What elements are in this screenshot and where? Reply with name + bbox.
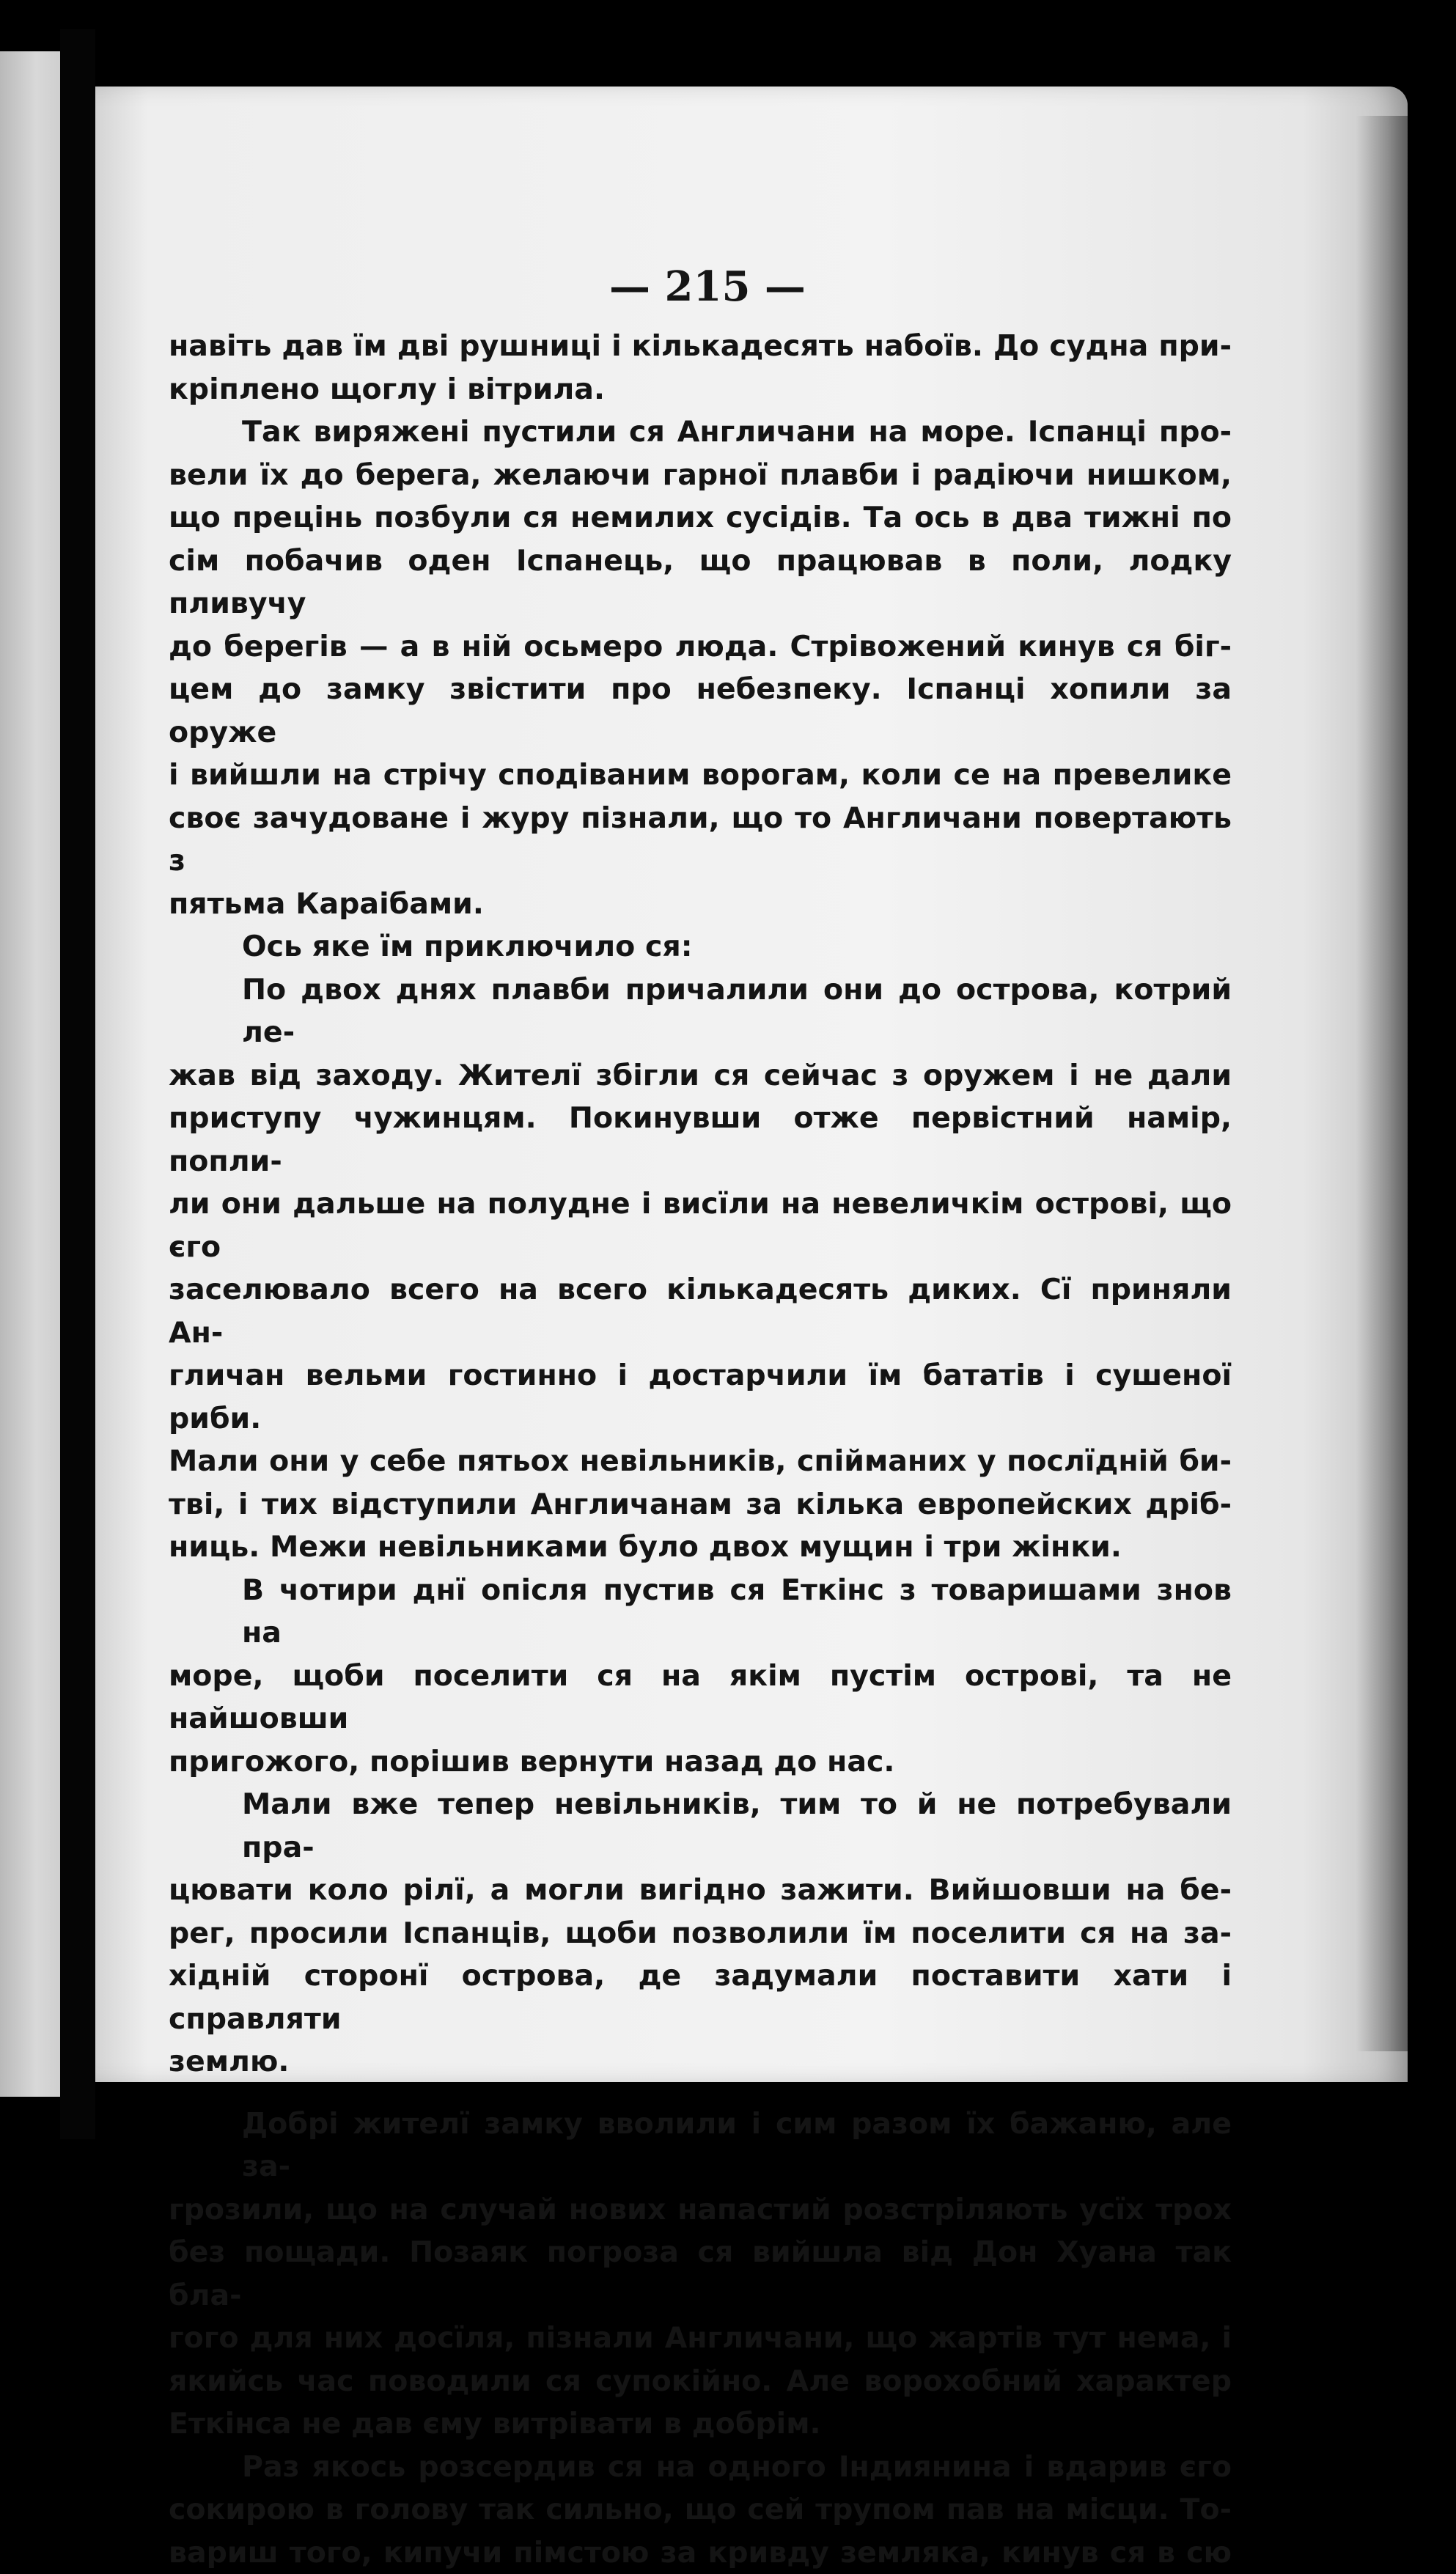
text-line: заселювало всего на всего кількадесять диких. Сї приняли Ан- [169, 1268, 1232, 1354]
page-text [169, 325, 1232, 2574]
text-line: Мали они у себе пятьох невільників, спійманих у послїдній би- [169, 1440, 1232, 1483]
text-line: Раз якось розсердив ся на одного Індиянина і вдарив єго [169, 2446, 1232, 2489]
text-line: Еткінса не дав єму витрівати в добрім. [169, 2402, 1232, 2446]
text-line: Добрі жителї замку вволили і сим разом їх бажаню, але за- [169, 2103, 1232, 2188]
left-page-edge [0, 51, 60, 2097]
text-line: гличан вельми гостинно і достарчили їм бататів і сушеної риби. [169, 1354, 1232, 1440]
text-line: цювати коло рілї, а могли вигідно зажити. Вийшовши на бе- [169, 1869, 1232, 1912]
text-line: грозили, що на случай нових напастий розстріляють усїх трох [169, 2188, 1232, 2232]
book-page [95, 87, 1408, 2082]
text-line: ли они дальше на полудне і висїли на невеличкім острові, що єго [169, 1183, 1232, 1268]
text-line: тві, і тих відступили Англичанам за кілька европейских дріб- [169, 1483, 1232, 1526]
text-line: пятьма Караібами. [169, 883, 1232, 926]
text-line: якийсь час поводили ся супокійно. Але ворохобний характер [169, 2360, 1232, 2403]
text-line: Мали вже тепер невільників, тим то й не потребували пра- [169, 1783, 1232, 1869]
text-line: своє зачудоване і журу пізнали, що то Англичани повертають з [169, 797, 1232, 883]
text-line: пригожого, порішив вернути назад до нас. [169, 1740, 1232, 1784]
page-number: — 215 — [51, 262, 1364, 311]
book-spine [60, 29, 95, 2139]
text-line: Так виряжені пустили ся Англичани на море. Іспанці про- [169, 411, 1232, 454]
text-line: жав від заходу. Жителї збігли ся сейчас з оружем і не дали [169, 1054, 1232, 1097]
text-line: вели їх до берега, желаючи гарної плавби і радіючи нишком, [169, 454, 1232, 497]
text-line: Ось яке їм приключило ся: [169, 925, 1232, 968]
text-line: гого для них досїля, пізнали Англичани, що жартів тут нема, і [169, 2317, 1232, 2360]
text-line: до берегів — а в ній осьмеро люда. Стрівожений кинув ся біг- [169, 625, 1232, 669]
text-line: приступу чужинцям. Покинувши отже первістний намір, попли- [169, 1097, 1232, 1183]
text-line: море, щоби поселити ся на якім пустім острові, та не найшовши [169, 1655, 1232, 1740]
paragraph-gap [169, 2084, 1232, 2103]
text-line: навіть дав їм дві рушниці і кількадесять набоїв. До судна при- [169, 325, 1232, 368]
text-line: сокирою в голову так сильно, що сей трупом пав на місци. То- [169, 2488, 1232, 2531]
text-line: сім побачив оден Іспанець, що працював в поли, лодку пливучу [169, 540, 1232, 625]
text-line: вариш того, кипучи пімстою за кривду земляка, кинув ся в сю [169, 2531, 1232, 2574]
text-line: хідній сторонї острова, де задумали поставити хати і справляти [169, 1955, 1232, 2040]
page-edge-shadow [1356, 116, 1408, 2051]
text-line: В чотири днї опісля пустив ся Еткінс з товаришами знов на [169, 1569, 1232, 1655]
text-line: ниць. Межи невільниками було двох мущин і три жінки. [169, 1526, 1232, 1569]
text-line: рег, просили Іспанців, щоби позволили їм поселити ся на за- [169, 1912, 1232, 1955]
text-line: По двох днях плавби причалили они до острова, котрий ле- [169, 968, 1232, 1054]
text-line: без пощади. Позаяк погроза ся вийшла від Дон Хуана так бла- [169, 2231, 1232, 2317]
text-line: кріплено щоглу і вітрила. [169, 368, 1232, 411]
text-line: землю. [169, 2040, 1232, 2084]
text-line: і вийшли на стрічу сподіваним ворогам, коли се на превелике [169, 754, 1232, 797]
text-line: цем до замку звістити про небезпеку. Іспанці хопили за оруже [169, 668, 1232, 754]
text-line: що прецінь позбули ся немилих сусідів. Та ось в два тижні по [169, 496, 1232, 540]
